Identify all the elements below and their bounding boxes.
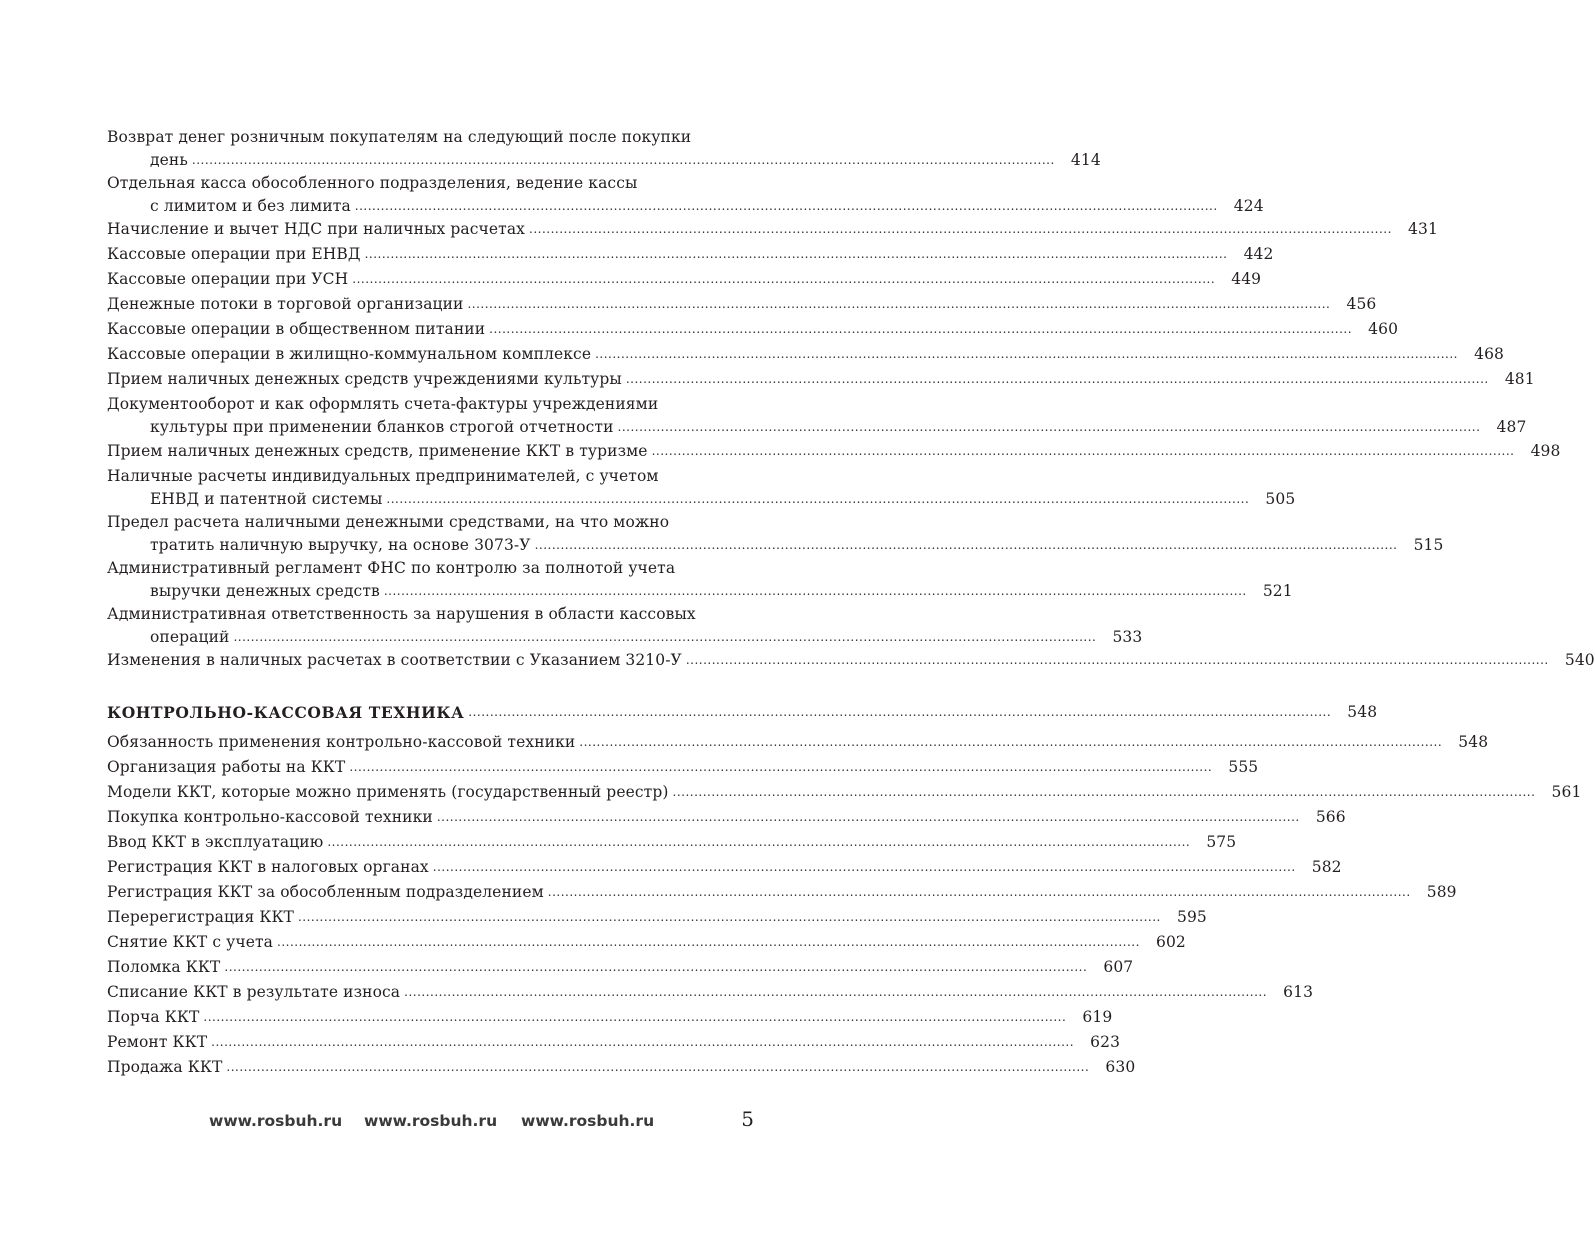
toc-page-number: 505 (1265, 490, 1296, 508)
toc-entry (107, 881, 1457, 904)
toc-entry-title-cont: выручки денежных средств (150, 582, 380, 600)
dot-leader: ........................................................................................................................................................................................................ (467, 297, 1331, 311)
toc-entry-title: Возврат денег розничным покупателям на следующий после покупки (107, 128, 692, 146)
toc-entry (107, 218, 1438, 241)
dot-leader: ........................................................................................................................................................................................................ (383, 584, 1247, 598)
toc-page-number: 498 (1530, 442, 1561, 460)
footer-website-link[interactable]: www.rosbuh.ru (364, 1112, 498, 1130)
toc-entry (107, 831, 1237, 854)
toc-entry-title: Ремонт ККТ (107, 1033, 208, 1051)
dot-leader: ........................................................................................................................................................................................................ (364, 247, 1228, 261)
toc-entry-title: Прием наличных денежных средств, применение ККТ в туризме (107, 442, 648, 460)
toc-page-number: 575 (1206, 833, 1237, 851)
toc-entry (107, 343, 1504, 366)
toc-entry-title: Документооборот и как оформлять счета-фактуры учреждениями (107, 395, 659, 413)
toc-page-number: 623 (1090, 1033, 1121, 1051)
toc-entry (107, 906, 1207, 929)
toc-entry-title: Модели ККТ, которые можно применять (государственный реестр) (107, 783, 669, 801)
toc-entry-title: Регистрация ККТ в налоговых органах (107, 858, 429, 876)
toc-entry-title: Отдельная касса обособленного подразделения, ведение кассы (107, 174, 638, 192)
toc-section-heading (107, 701, 1378, 724)
toc-page-number: 414 (1070, 151, 1101, 169)
dot-leader: ........................................................................................................................................................................................................ (547, 885, 1411, 899)
toc-page-number: 442 (1243, 245, 1274, 263)
toc-page-number: 540 (1564, 651, 1595, 669)
toc-entry-title-cont: культуры при применении бланков строгой отчетности (150, 418, 614, 436)
toc-page-number: 431 (1408, 220, 1438, 238)
toc-entry (107, 243, 1274, 266)
toc-entry-title-cont: день (150, 151, 188, 169)
toc-entry (107, 293, 1377, 316)
dot-leader: ........................................................................................................................................................................................................ (432, 860, 1296, 874)
toc-page-number: 582 (1311, 858, 1342, 876)
toc-entry (107, 511, 1444, 557)
dot-leader: ........................................................................................................................................................................................................ (277, 935, 1140, 949)
toc-entry-title: Списание ККТ в результате износа (107, 983, 401, 1001)
dot-leader: ........................................................................................................................................................................................................ (211, 1035, 1075, 1049)
toc-page-number: 487 (1496, 418, 1527, 436)
toc-entry (107, 557, 1293, 603)
dot-leader: ........................................................................................................................................................................................................ (386, 492, 1250, 506)
footer-website-link[interactable]: www.rosbuh.ru (521, 1112, 655, 1130)
toc-entry (107, 440, 1561, 463)
toc-page-number: 515 (1413, 536, 1444, 554)
toc-entry-title: Предел расчета наличными денежными средствами, на что можно (107, 513, 670, 531)
toc-entry-title-cont: операций (150, 628, 230, 646)
toc-page-number: 468 (1474, 345, 1504, 363)
toc-entry-title: Кассовые операции при УСН (107, 270, 349, 288)
toc-entry-title-cont: тратить наличную выручку, на основе 3073-У (150, 536, 531, 554)
toc-entry (107, 465, 1296, 511)
dot-leader: ........................................................................................................................................................................................................ (327, 835, 1191, 849)
dot-leader: ........................................................................................................................................................................................................ (534, 538, 1398, 552)
dot-leader: ........................................................................................................................................................................................................ (579, 735, 1443, 749)
toc-entry-title: Административная ответственность за нарушения в области кассовых (107, 605, 696, 623)
toc-entry (107, 806, 1346, 829)
dot-leader: ........................................................................................................................................................................................................ (436, 810, 1300, 824)
toc-entry-title: Административный регламент ФНС по контролю за полнотой учета (107, 559, 676, 577)
dot-leader: ........................................................................................................................................................................................................ (226, 1060, 1090, 1074)
toc-page-number: 456 (1346, 295, 1377, 313)
dot-leader: ........................................................................................................................................................................................................ (233, 630, 1097, 644)
toc-entry (107, 1006, 1113, 1029)
toc-entry-title: Кассовые операции в жилищно-коммунальном комплексе (107, 345, 592, 363)
toc-page-number: 619 (1082, 1008, 1113, 1026)
toc-page-number: 521 (1262, 582, 1293, 600)
dot-leader: ........................................................................................................................................................................................................ (352, 272, 1216, 286)
toc-entry (107, 649, 1595, 672)
toc-entry (107, 368, 1535, 391)
dot-leader: ........................................................................................................................................................................................................ (529, 222, 1392, 236)
toc-entry-title: Снятие ККТ с учета (107, 933, 273, 951)
toc-page-number: 449 (1231, 270, 1262, 288)
toc-entry (107, 781, 1582, 804)
toc-page-number: 548 (1347, 703, 1378, 721)
toc-entry (107, 1056, 1136, 1079)
toc-entry-title: Ввод ККТ в эксплуатацию (107, 833, 324, 851)
toc-entry-title: Прием наличных денежных средств учреждениями культуры (107, 370, 622, 388)
dot-leader: ........................................................................................................................................................................................................ (203, 1010, 1067, 1024)
dot-leader: ........................................................................................................................................................................................................ (191, 153, 1055, 167)
toc-entry (107, 1031, 1121, 1054)
dot-leader: ........................................................................................................................................................................................................ (595, 347, 1458, 361)
toc-entry-title: Покупка контрольно-кассовой техники (107, 808, 433, 826)
toc-page-number: 566 (1315, 808, 1346, 826)
toc-page-number: 561 (1551, 783, 1582, 801)
section-title: КОНТРОЛЬНО-КАССОВАЯ ТЕХНИКА (107, 703, 465, 722)
toc-entry-title: Перерегистрация ККТ (107, 908, 294, 926)
toc-entry-title: Организация работы на ККТ (107, 758, 346, 776)
toc-page-number: 533 (1112, 628, 1143, 646)
toc-page-number: 589 (1426, 883, 1457, 901)
toc-entry-title: Наличные расчеты индивидуальных предпринимателей, с учетом (107, 467, 659, 485)
dot-leader: ........................................................................................................................................................................................................ (617, 420, 1481, 434)
toc-entry (107, 268, 1262, 291)
toc-entry (107, 172, 1264, 218)
toc-entry-title: Начисление и вычет НДС при наличных расчетах (107, 220, 526, 238)
dot-leader: ........................................................................................................................................................................................................ (685, 653, 1549, 667)
toc-page-number: 630 (1105, 1058, 1136, 1076)
toc-entry-title: Регистрация ККТ за обособленным подразделением (107, 883, 544, 901)
toc-page-number: 460 (1368, 320, 1399, 338)
toc-entry-title: Изменения в наличных расчетах в соответствии с Указанием 3210-У (107, 651, 682, 669)
toc-entry (107, 393, 1527, 439)
toc-entry-title: Поломка ККТ (107, 958, 221, 976)
toc-entry (107, 931, 1186, 954)
dot-leader: ........................................................................................................................................................................................................ (404, 985, 1268, 999)
toc-entry-title: Обязанность применения контрольно-кассовой техники (107, 733, 576, 751)
toc-entry (107, 756, 1259, 779)
toc-entry-title: Кассовые операции в общественном питании (107, 320, 486, 338)
toc-entry-title: Денежные потоки в торговой организации (107, 295, 464, 313)
toc-entry (107, 603, 1143, 649)
toc-entry (107, 956, 1134, 979)
dot-leader: ........................................................................................................................................................................................................ (651, 444, 1515, 458)
dot-leader: ........................................................................................................................................................................................................ (672, 785, 1536, 799)
toc-page-number: 555 (1228, 758, 1259, 776)
page-number: 5 (741, 1107, 754, 1131)
dot-leader: ........................................................................................................................................................................................................ (625, 372, 1489, 386)
toc-entry (107, 126, 1101, 172)
toc-entry-title-cont: ЕНВД и патентной системы (150, 490, 383, 508)
toc-page-number: 613 (1283, 983, 1314, 1001)
page-footer (209, 1107, 757, 1134)
toc-page-number: 481 (1504, 370, 1535, 388)
toc-entry-title-cont: с лимитом и без лимита (150, 197, 351, 215)
toc-entry (107, 318, 1399, 341)
dot-leader: ........................................................................................................................................................................................................ (224, 960, 1088, 974)
dot-leader: ........................................................................................................................................................................................................ (354, 199, 1218, 213)
toc-entry (107, 731, 1489, 754)
dot-leader: ........................................................................................................................................................................................................ (349, 760, 1213, 774)
toc-page-number: 548 (1458, 733, 1489, 751)
dot-leader: ........................................................................................................................................................................................................ (489, 322, 1353, 336)
dot-leader: ........................................................................................................................................................................................................ (468, 705, 1332, 719)
dot-leader: ........................................................................................................................................................................................................ (297, 910, 1161, 924)
toc-entry-title: Порча ККТ (107, 1008, 200, 1026)
toc-entry (107, 856, 1342, 879)
toc-page-number: 607 (1103, 958, 1134, 976)
toc-entry-title: Продажа ККТ (107, 1058, 223, 1076)
toc-page-number: 595 (1176, 908, 1207, 926)
footer-website-link[interactable]: www.rosbuh.ru (209, 1112, 343, 1130)
toc-entry (107, 981, 1314, 1004)
toc-page-number: 602 (1156, 933, 1186, 951)
toc-entry-title: Кассовые операции при ЕНВД (107, 245, 361, 263)
toc-page-number: 424 (1233, 197, 1264, 215)
